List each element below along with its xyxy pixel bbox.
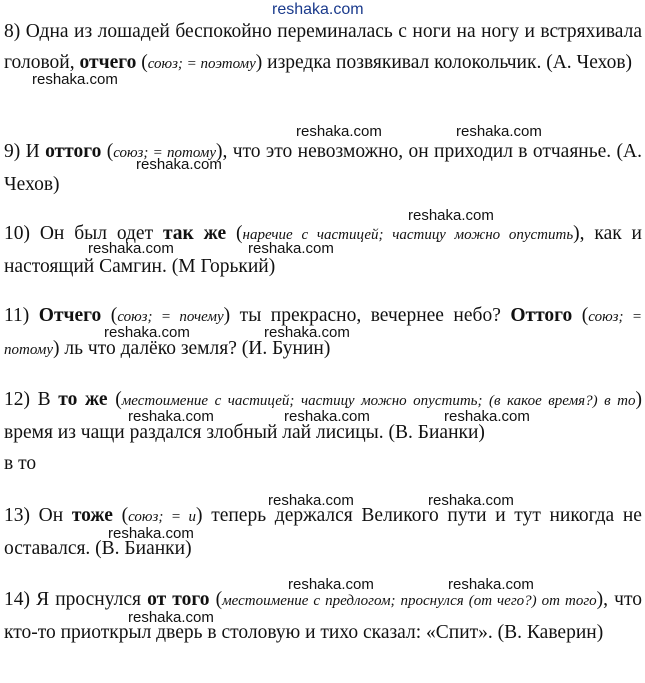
highlighted-word: тоже	[71, 505, 113, 526]
paragraph-text: Он был одет	[30, 223, 163, 244]
paragraph-14: 14) Я проснулся от того (местоимение с предлогом; проснулся (от чего?) от того), что кто-то приоткрыл дверь в столовую и тихо сказал: «Спит». (В. Каверин)	[4, 589, 642, 643]
highlighted-word: оттого	[45, 141, 102, 162]
highlighted-word: Отчего	[38, 305, 102, 326]
watermark: reshaka.com	[408, 207, 494, 224]
paragraph-text: Он	[30, 505, 72, 526]
watermark: reshaka.com	[288, 576, 374, 593]
watermark: reshaka.com	[104, 324, 190, 341]
paragraph-text: В	[30, 389, 59, 410]
watermark: reshaka.com	[448, 576, 534, 593]
grammar-note: наречие с частицей; частицу можно опустить	[242, 227, 574, 243]
highlighted-word: отчего	[79, 52, 137, 73]
item-number: 14)	[4, 589, 30, 610]
watermark: reshaka.com	[428, 492, 514, 509]
paragraph-10: 10) Он был одет так же (наречие с частицей; частицу можно опустить), как и настоящий Самгин. (М Горький)	[4, 223, 642, 277]
highlighted-word: от того	[147, 589, 210, 610]
paragraph-9: 9) И оттого (союз; = потому), что это невозможно, он приходил в отчаянье. (А. Чехов)	[4, 141, 642, 195]
paragraph-text: , что это невозможно, он приходил в отчаянье. (А. Чехов)	[4, 141, 642, 195]
highlighted-word: то же	[58, 389, 108, 410]
grammar-note: местоимение с частицей; частицу можно опустить; (в какое время?) в то	[121, 393, 636, 409]
item-number: 12)	[4, 389, 30, 410]
watermark: reshaka.com	[136, 156, 222, 173]
highlighted-word: так же	[162, 223, 227, 244]
watermark: reshaka.com	[296, 123, 382, 140]
watermark: reshaka.com	[456, 123, 542, 140]
item-number: 10)	[4, 223, 30, 244]
paragraph-12: 12) В то же (местоимение с частицей; частицу можно опустить; (в какое время?) в то) время из чащи раздался злобный лай лисицы. (В. Бианки) в то	[4, 389, 642, 474]
paragraph-text: , как и настоящий Самгин. (М Горький)	[4, 223, 642, 277]
item-number: 11)	[4, 305, 30, 326]
watermark: reshaka.com	[128, 609, 214, 626]
grammar-note: союз; = и	[128, 509, 197, 525]
paragraph-text: Я проснулся	[30, 589, 148, 610]
paragraph-text: теперь держался Великого пути и тут никогда не оставался. (В. Бианки)	[4, 505, 642, 559]
watermark: reshaka.com	[268, 492, 354, 509]
paragraph-text: Одна из лошадей беспокойно переминалась с ноги на ногу и встряхивала головой,	[4, 21, 642, 73]
grammar-note: союз; = поэтому	[147, 56, 256, 72]
paragraph-text: ль что далёко земля? (И. Бунин)	[59, 338, 331, 359]
paragraph-8: 8) Одна из лошадей беспокойно переминалась с ноги на ногу и встряхивала головой, отчего (союз; = поэтому) изредка позвякивал колокольчик. (А. Чехов)	[4, 21, 642, 73]
watermark: reshaka.com	[32, 71, 118, 88]
grammar-note: союз; = почему	[117, 309, 224, 325]
paragraph-text: И	[20, 141, 46, 162]
grammar-note: местоимение с предлогом; проснулся (от чего?) от того	[222, 593, 597, 609]
grammar-note-2: союз; = потому	[4, 309, 642, 358]
watermark: reshaka.com	[128, 408, 214, 425]
paragraph-text: ты прекрасно, вечернее небо?	[230, 305, 511, 326]
watermark: reshaka.com	[248, 240, 334, 257]
extra-note: в то	[4, 453, 37, 474]
item-number: 13)	[4, 505, 30, 526]
watermark-top: reshaka.com	[272, 1, 364, 18]
watermark: reshaka.com	[264, 324, 350, 341]
watermark: reshaka.com	[284, 408, 370, 425]
grammar-note: союз; = потому	[113, 145, 216, 161]
highlighted-word-2: Оттого	[510, 305, 573, 326]
watermark: reshaka.com	[444, 408, 530, 425]
paragraph-text: изредка позвякивал колокольчик. (А. Чехов)	[262, 52, 633, 73]
watermark: reshaka.com	[88, 240, 174, 257]
watermark: reshaka.com	[108, 525, 194, 542]
paragraph-text: время из чащи раздался злобный лай лисицы. (В. Бианки)	[4, 422, 485, 443]
paragraph-text: , что кто-то приоткрыл дверь в столовую и тихо сказал: «Спит». (В. Каверин)	[4, 589, 642, 643]
item-number: 8)	[4, 21, 21, 42]
paragraph-13: 13) Он тоже (союз; = и) теперь держался Великого пути и тут никогда не оставался. (В. Бианки)	[4, 505, 642, 559]
paragraph-11: 11) Отчего (союз; = почему) ты прекрасно, вечернее небо? Оттого (союз; = потому) ль что далёко земля? (И. Бунин)	[4, 305, 642, 359]
item-number: 9)	[4, 141, 21, 162]
